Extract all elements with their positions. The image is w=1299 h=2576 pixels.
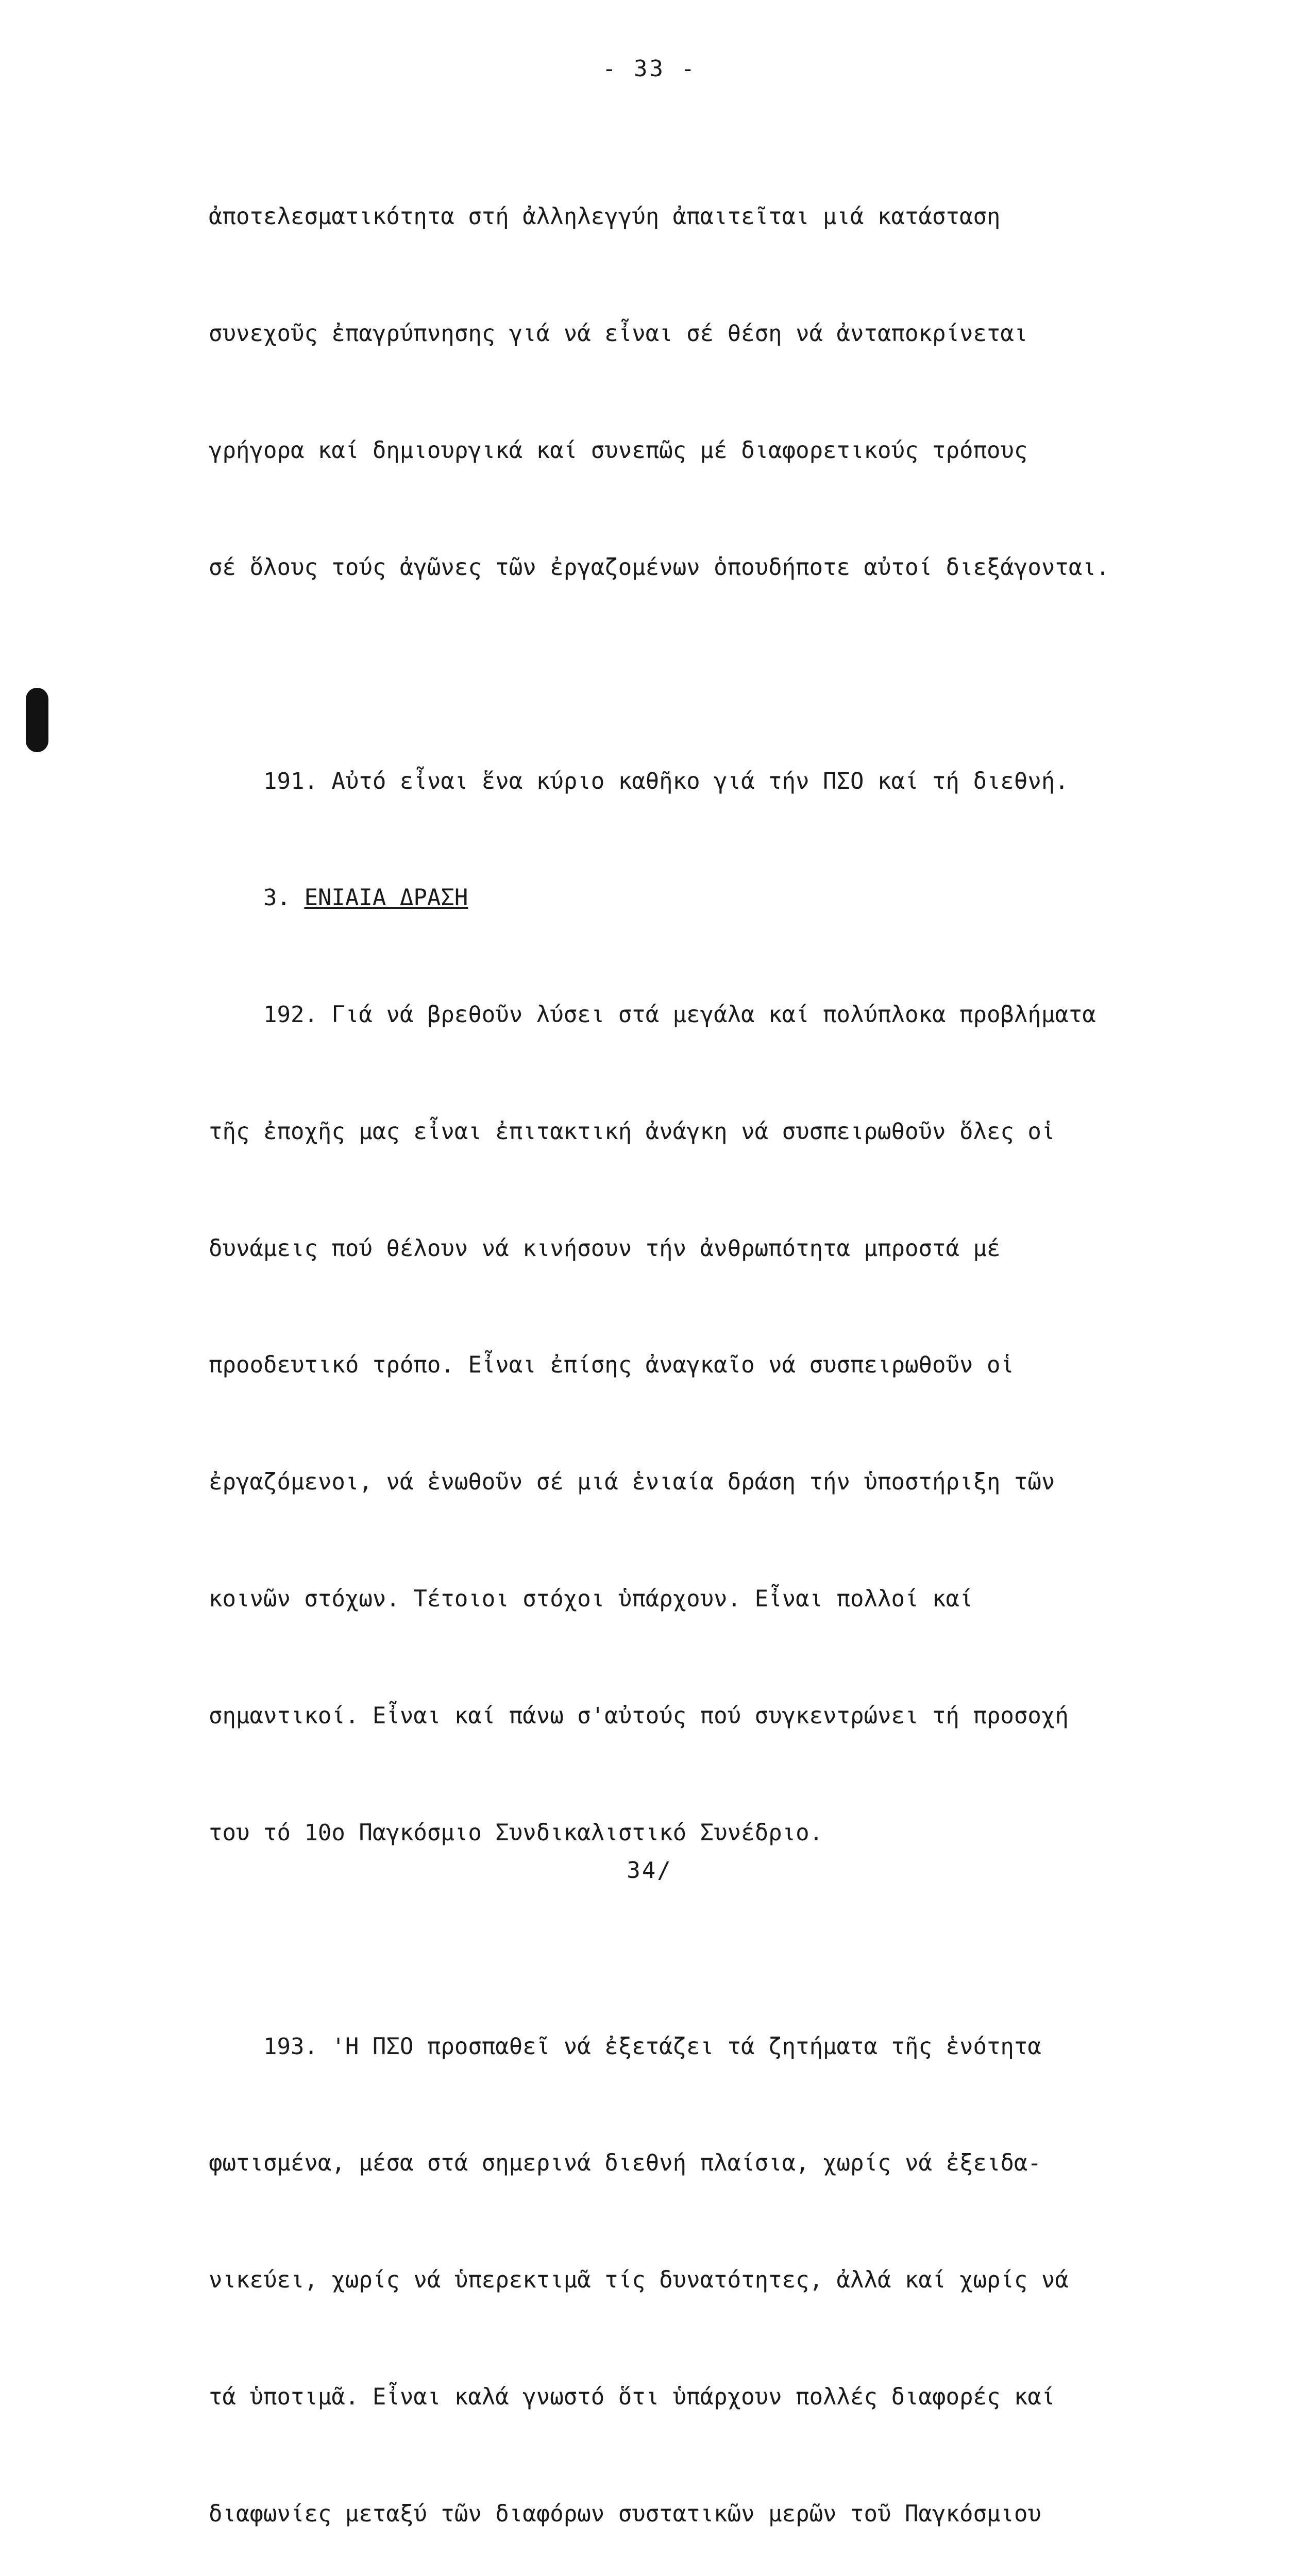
text-line: 191. Αὐτό εἶναι ἕνα κύριο καθῆκο γιά τήν ΠΣΟ καί τή διεθνή.: [209, 768, 1069, 794]
section-number: 3.: [209, 885, 305, 911]
text-line: γρήγορα καί δημιουργικά καί συνεπῶς μέ διαφορετικούς τρόπους: [209, 437, 1028, 464]
text-line: τῆς ἐποχῆς μας εἶναι ἐπιτακτική ἀνάγκη νά συσπειρωθοῦν ὅλες οἱ: [209, 1118, 1055, 1145]
text-line: σημαντικοί. Εἶναι καί πάνω σ'αὐτούς πού συγκεντρώνει τή προσοχή: [209, 1702, 1069, 1729]
text-line: δυνάμεις πού θέλουν νά κινήσουν τήν ἀνθρωπότητα μπροστά μέ: [209, 1235, 1001, 1262]
text-line: τά ὑποτιμᾶ. Εἶναι καλά γνωστό ὅτι ὑπάρχουν πολλές διαφορές καί: [209, 2383, 1055, 2410]
text-line: συνεχοῦς ἐπαγρύπνησης γιά νά εἶναι σέ θέση νά ἀνταποκρίνεται: [209, 320, 1028, 347]
section-heading: ΕΝΙΑΙΑ ΔΡΑΣΗ: [304, 885, 468, 911]
section-heading-line: [209, 878, 1219, 918]
text-line: του τό 10ο Παγκόσμιο Συνδικαλιστικό Συνέδριο.: [209, 1819, 823, 1846]
continuation-page-marker: 34/: [627, 1857, 672, 1884]
text-line: φωτισμένα, μέσα στά σημερινά διεθνή πλαίσια, χωρίς νά ἐξειδα-: [209, 2150, 1041, 2177]
text-line: ἀποτελεσματικότητα στή ἀλληλεγγύη ἀπαιτεῖται μιά κατάσταση: [209, 204, 1001, 230]
text-line: 193. 'Η ΠΣΟ προσπαθεῖ νά ἐξετάζει τά ζητήματα τῆς ἑνότητα: [209, 2033, 1041, 2060]
text-line: νικεύει, χωρίς νά ὑπερεκτιμᾶ τίς δυνατότητες, ἀλλά καί χωρίς νά: [209, 2267, 1069, 2294]
text-line: ἐργαζόμενοι, νά ἑνωθοῦν σέ μιά ἑνιαία δράση τήν ὑποστήριξη τῶν: [209, 1469, 1055, 1496]
text-line: προοδευτικό τρόπο. Εἶναι ἐπίσης ἀναγκαῖο νά συσπειρωθοῦν οἱ: [209, 1352, 1014, 1379]
text-line: σέ ὅλους τούς ἀγῶνες τῶν ἐργαζομένων ὁπουδήποτε αὐτοί διεξάγονται.: [209, 554, 1110, 581]
page-number: - 33 -: [602, 56, 697, 82]
text-line: διαφωνίες μεταξύ τῶν διαφόρων συστατικῶν μερῶν τοῦ Παγκόσμιου: [209, 2500, 1041, 2527]
body-text: [209, 120, 1219, 2576]
text-line: κοινῶν στόχων. Τέτοιοι στόχοι ὑπάρχουν. Εἶναι πολλοί καί: [209, 1585, 973, 1612]
text-line: 192. Γιά νά βρεθοῦν λύσει στά μεγάλα καί πολύπλοκα προβλήματα: [209, 1002, 1096, 1028]
punch-hole-mark: [26, 688, 48, 752]
